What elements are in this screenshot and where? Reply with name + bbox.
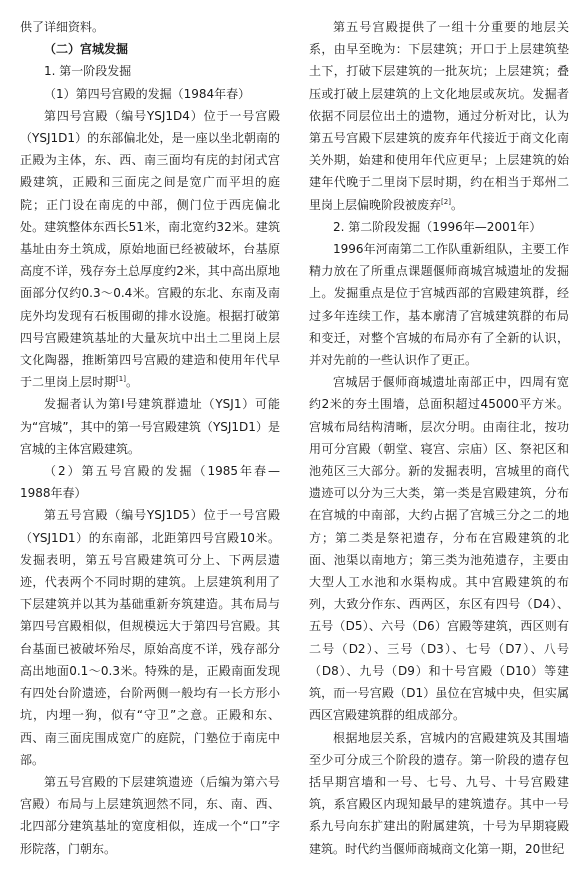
footnote-ref-2: [2] [441,197,451,206]
paragraph-palace-city-layout: 宫城居于偃师商城遗址南部正中，四周有宽约2米的夯土围墙，总面积超过45000平方米。宫城布局结构清晰，层次分明。由南往北，按功用可分宫殿（朝堂、寝宫、宗庙）区、祭祀区和池苑区三大部分。新的发掘表明，宫城里的商代遗迹可以分为三大类，第一类是宫殿建筑，分布在宫城的中南部，大约占据了宫城三分之二的地方；第二类是祭祀遗存，分布在宫殿建筑的北面、池渠以南地方；第三类为池苑遗存，主要由大型人工水池和水渠构成。其中宫殿建筑的布列，大致分作东、西两区，东区有四号（D4）、五号（D5）、六号（D6）宫殿等建筑，西区则有二号（D2）、三号（D3）、七号（D7）、八号（D8）、九号（D9）和十号宫殿（D10）等建筑，而一号宫殿（D1）虽位在宫城中央，但实属西区宫殿建筑群的组成部分。 [309,375,569,723]
left-column [20,16,280,860]
paragraph-palace-city-opinion: 发掘者认为第Ⅰ号建筑群遗址（YSJ1）可能为“宫城”，其中的第一号宫殿建筑（YSJ1D1）是宫城的主体宫殿建筑。 [20,397,280,456]
right-column [309,16,569,860]
paragraph-stratigraphy [309,16,569,216]
paragraph-continuation: 供了详细资料。 [20,20,105,34]
subheading-stage-two: 2. 第二阶段发掘（1996年—2001年） [333,219,542,234]
paragraph-palace-four [20,105,280,394]
section-heading-palace-city-excavation: （二）宫城发掘 [44,42,129,57]
subheading-palace-four: （1）第四号宫殿的发掘（1984年春） [44,86,251,101]
paragraph-three-phases: 根据地层关系，宫城内的宫殿建筑及其围墙至少可分成三个阶段的遗存。第一阶段的遗存包括早期宫墙和一号、七号、九号、十号宫殿建筑，系宫殿区内现知最早的建筑遗存。其中一号系九号向东扩建出的附属建筑，十号为早期寝殿建筑。时代约当偃师商城商文化第一期，20世纪 [309,730,569,856]
subheading-stage-one: 1. 第一阶段发掘 [44,64,132,79]
subheading-palace-five: （2）第五号宫殿的发掘（1985年春—1988年春） [20,464,280,501]
paragraph-stage-two: 1996年河南第二工作队重新组队，主要工作精力放在了所重点课题偃师商城宫城遗址的发掘上。发掘重点是位于宫城西部的宫殿建筑群，经过多年连续工作，基本廓清了宫城建筑群的布局和变迁，对整个宫城的布局亦有了全新的认识，并对先前的一些认识作了更正。 [309,242,569,368]
paragraph-text: 第四号宫殿（编号YSJ1D4）位于一号宫殿（YSJ1D1）的东部偏北处，是一座以坐北朝南的正殿为主体，东、西、南三面均有庑的封闭式宫殿建筑，正殿和三面庑之间是宽广而平坦的庭院；正门设在南庑的中部，侧门位于西庑偏北处。建筑整体东西长51米，南北宽约32米。建筑基址由夯土筑成，原始地面已经被破坏，台基原高度不详，残存夯土总厚度约2米，其中高出原地面部分仅约0.3～0.4米。宫殿的东北、东南及南庑外均发现有石板围砌的排水设施。根据打破第四号宫殿建筑基址的大量灰坑中出土二里岗上层文化陶器，推断第四号宫殿的建造和使用年代早于二里岗上层时期 [20,108,280,390]
paragraph-text: 第五号宫殿提供了一组十分重要的地层关系，由早至晚为：下层建筑；开口于上层建筑垫土下，打破下层建筑的一批灰坑；上层建筑；叠压或打破上层建筑的上文化地层或灰坑。发掘者依据不同层位出土的遗物，通过分析对比，认为第五号宫殿下层建筑的废弃年代接近于商文化南关外期，始建和使用年代应更早；上层建筑的始建年代晚于二里岗下层时期，约在相当于郑州二里岗上层偏晚阶段被废弃 [309,20,569,212]
footnote-ref-1: [1] [116,375,126,384]
paragraph-end: 。 [125,375,138,390]
paragraph-end: 。 [450,197,463,212]
paragraph-palace-five: 第五号宫殿（编号YSJ1D5）位于一号宫殿（YSJ1D1）的东南部，北距第四号宫殿10米。发掘表明，第五号宫殿建筑可分上、下两层遗迹，代表两个不同时期的建筑。上层建筑利用了下层建筑并以其为基础重新夯筑建造。其布局与第四号宫殿相似，但规模远大于第四号宫殿。其台基面已被破坏殆尽，原始高度不详，残存部分高出地面0.1～0.3米。特殊的是，正殿南面发现有四处台阶遗迹，台阶两侧一般均有一长方形小坑，内埋一狗，似有“守卫”之意。正殿和东、西、南三面庑围成宽广的庭院，门塾位于南庑中部。 [20,508,280,767]
paragraph-palace-five-lower: 第五号宫殿的下层建筑遗迹（后编为第六号宫殿）布局与上层建筑迥然不同，东、南、西、北四部分建筑基址的宽度相似，连成一个“口”字形院落，门朝东。 [20,774,280,856]
